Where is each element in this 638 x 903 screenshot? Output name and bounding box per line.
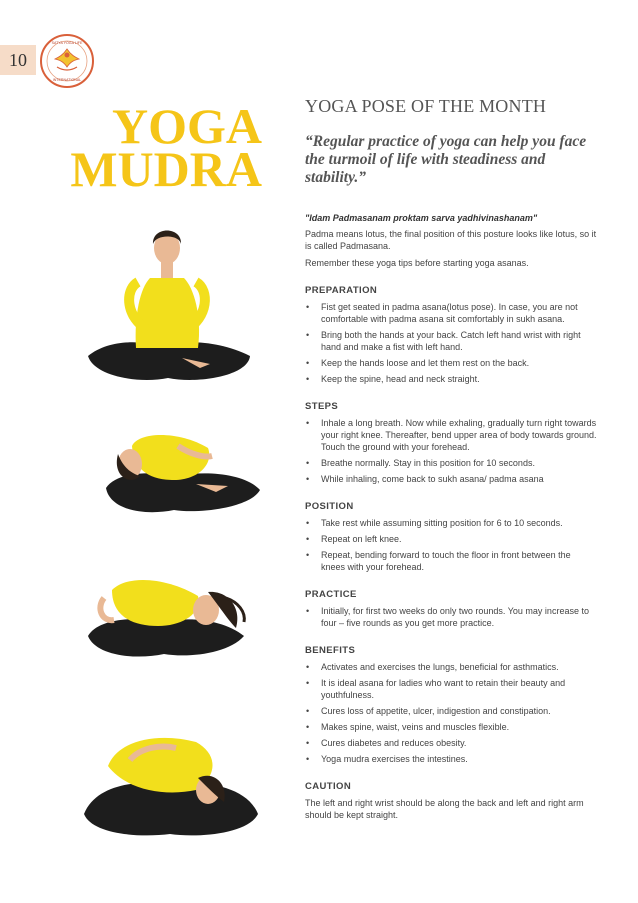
- benefits-list: [305, 661, 597, 765]
- position-list: [305, 517, 597, 573]
- pose-illustrations: [78, 218, 268, 843]
- list-item: • Initially, for first two weeks do only two rounds. You may increase to four – five rounds as you get more practice.: [305, 605, 597, 629]
- list-item: • Fist get seated in padma asana(lotus pose). In case, you are not comfortable with padma asana sit comfortably in sukh asana.: [305, 301, 597, 325]
- pose-figure-twist-left: [88, 580, 244, 657]
- logo-text-bottom: INTERNATIONAL: [52, 78, 82, 82]
- practice-heading: PRACTICE: [305, 589, 357, 600]
- list-item: • Activates and exercises the lungs, beneficial for asthmatics.: [305, 661, 597, 673]
- list-item: • Keep the spine, head and neck straight.: [305, 373, 597, 385]
- mantra-text: "Idam Padmasanam proktam sarva yadhivinashanam": [305, 213, 538, 223]
- page-number: 10: [0, 45, 36, 75]
- list-item: • Inhale a long breath. Now while exhaling, gradually turn right towards your right knee. Thereafter, bend upper area of body towards ground. Touch the ground with your forehead.: [305, 417, 597, 453]
- organization-logo: [39, 33, 95, 89]
- list-item: • Keep the hands loose and let them rest on the back.: [305, 357, 597, 369]
- list-item: • Breathe normally. Stay in this position for 10 seconds.: [305, 457, 597, 469]
- steps-list: [305, 417, 597, 485]
- list-item: • Repeat on left knee.: [305, 533, 597, 545]
- main-title-line2: MUDRA: [70, 141, 262, 197]
- list-item: • While inhaling, come back to sukh asana/ padma asana: [305, 473, 597, 485]
- list-item: • It is ideal asana for ladies who want to retain their beauty and youthfulness.: [305, 677, 597, 701]
- logo-text-top: SATYA YOGA LIFE: [51, 41, 83, 45]
- list-item: • Take rest while assuming sitting position for 6 to 10 seconds.: [305, 517, 597, 529]
- pose-figure-forward-bend: [84, 738, 258, 836]
- list-item: • Cures loss of appetite, ulcer, indigestion and constipation.: [305, 705, 597, 717]
- pose-figure-seated: [88, 231, 250, 380]
- intro-paragraph: Padma means lotus, the final position of this posture looks like lotus, so it is called Padmasana.: [305, 229, 597, 251]
- list-item: • Cures diabetes and reduces obesity.: [305, 737, 597, 749]
- caution-heading: CAUTION: [305, 781, 352, 792]
- position-heading: POSITION: [305, 501, 354, 512]
- steps-heading: STEPS: [305, 401, 339, 412]
- practice-list: [305, 605, 597, 629]
- caution-text: The left and right wrist should be along the back and left and right arm should be kept straight.: [305, 798, 584, 820]
- list-item: • Bring both the hands at your back. Catch left hand wrist with right hand and make a fist with left hand.: [305, 329, 597, 353]
- list-item: • Makes spine, waist, veins and muscles flexible.: [305, 721, 597, 733]
- pull-quote: “Regular practice of yoga can help you face the turmoil of life with steadiness and stability.”: [305, 133, 587, 186]
- intro-paragraph: Remember these yoga tips before starting yoga asanas.: [305, 258, 529, 268]
- preparation-list: [305, 301, 597, 385]
- list-item: • Repeat, bending forward to touch the floor in front between the knees with your forehead.: [305, 549, 597, 573]
- section-title: YOGA POSE OF THE MONTH: [305, 96, 547, 116]
- benefits-heading: BENEFITS: [305, 645, 356, 656]
- pose-figure-twist: [106, 435, 260, 512]
- main-title-line1: YOGA: [112, 98, 262, 154]
- article-content: [305, 96, 597, 826]
- list-item: • Yoga mudra exercises the intestines.: [305, 753, 597, 765]
- preparation-heading: PREPARATION: [305, 285, 378, 296]
